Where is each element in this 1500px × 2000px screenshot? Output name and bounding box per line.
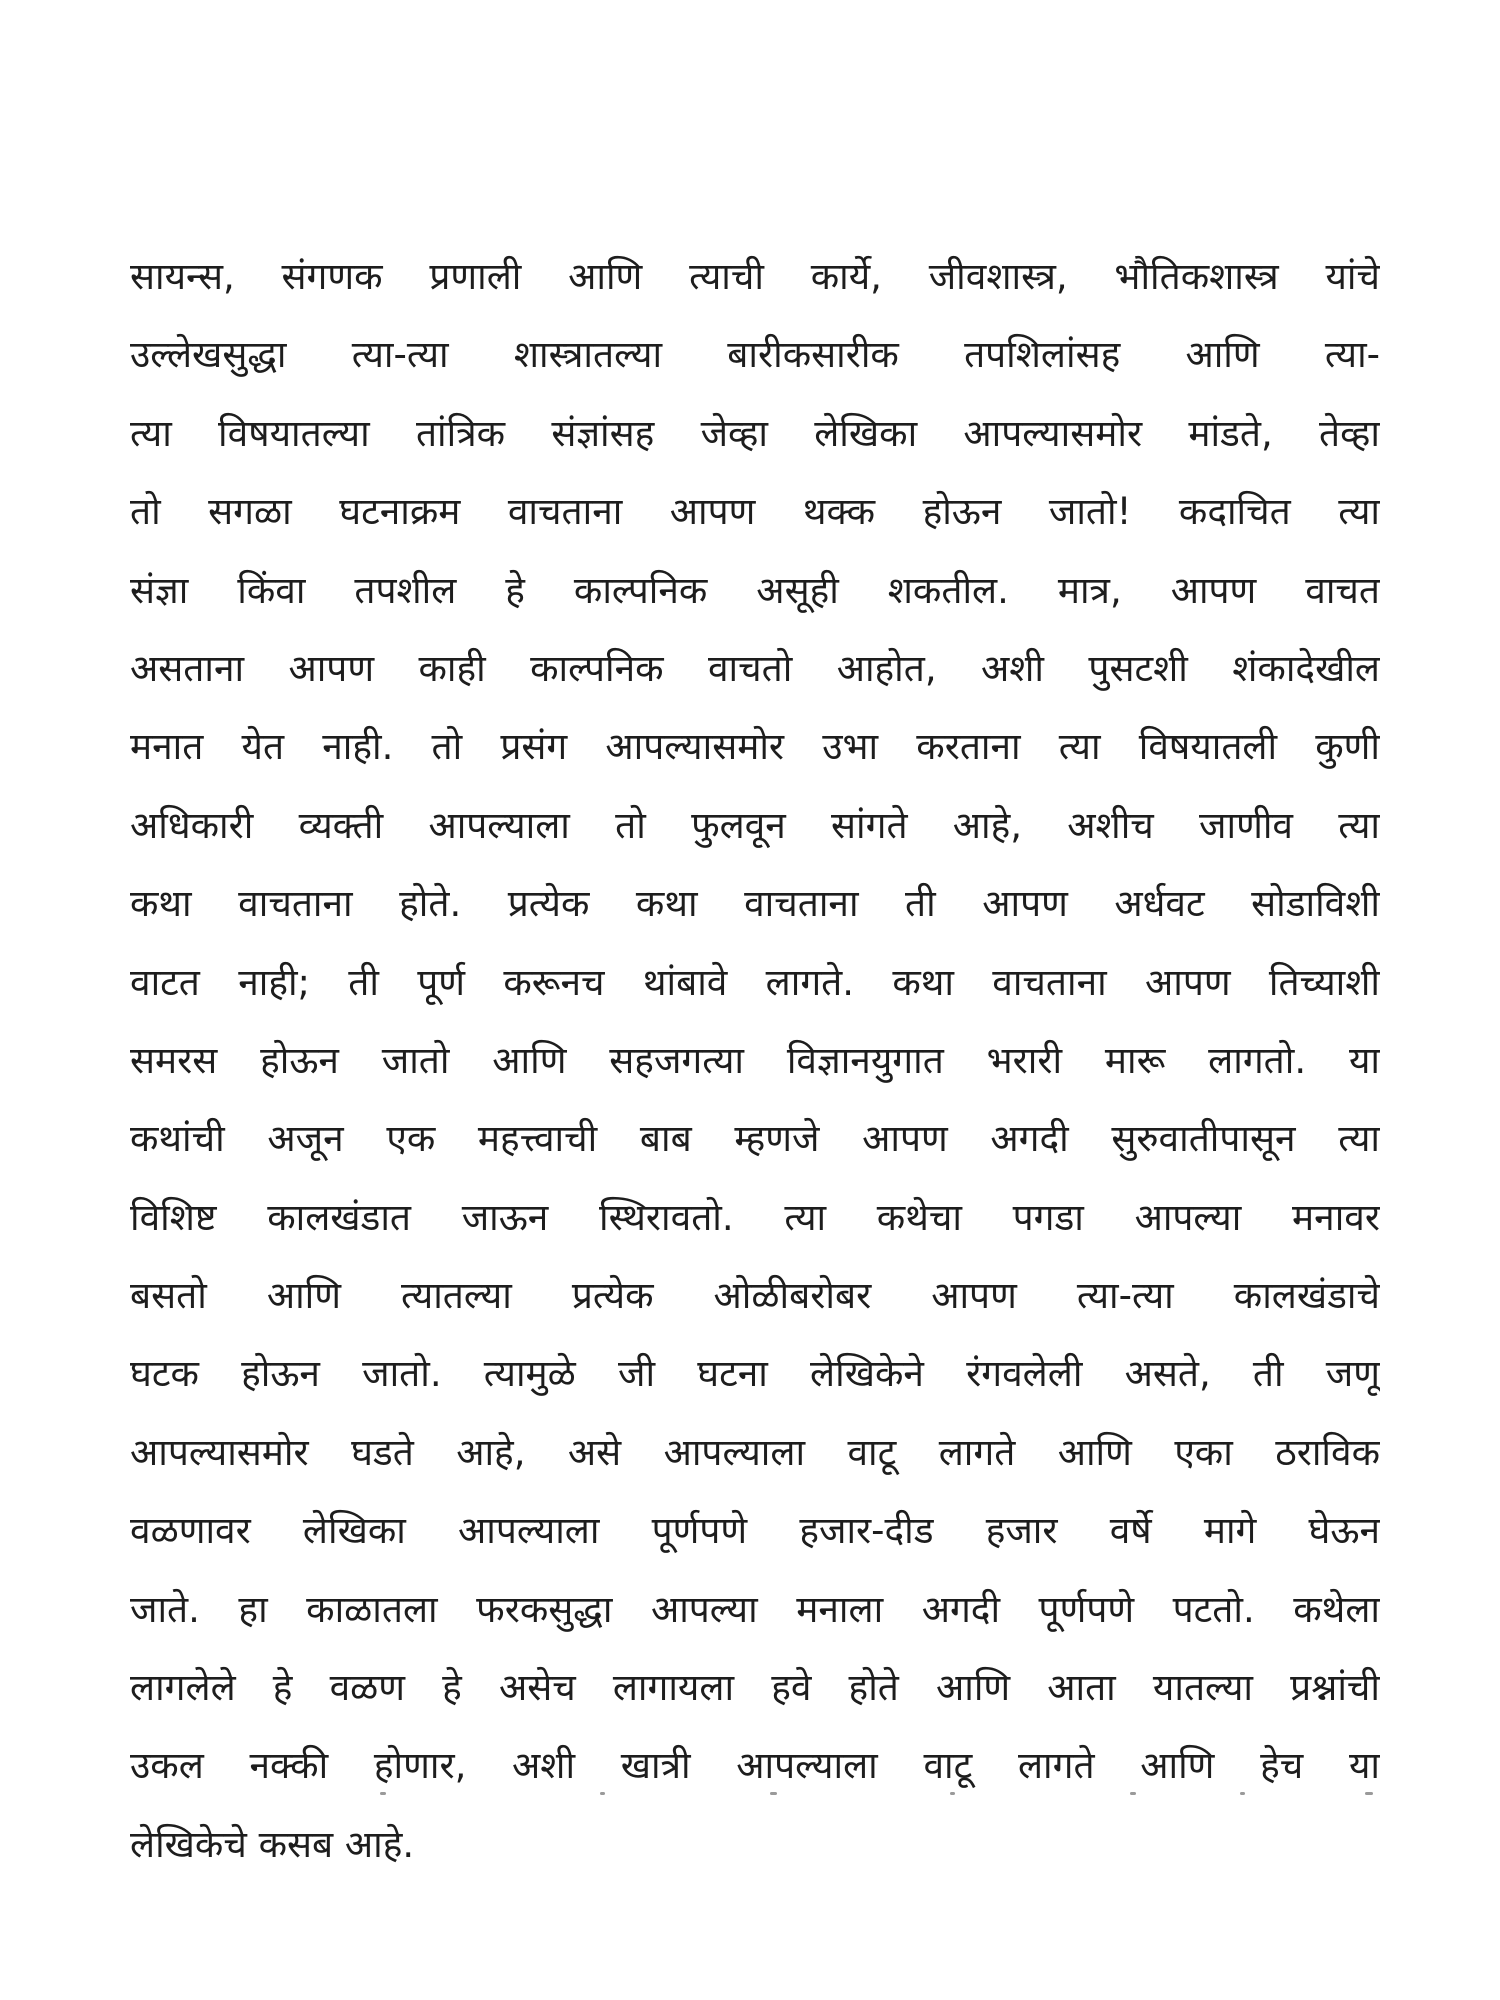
text-line-9: कथा वाचताना होते. प्रत्येक कथा वाचताना ती आपण अर्धवट सोडाविशी: [130, 882, 1380, 926]
text-line-21: लेखिकेचे कसब आहे.: [130, 1822, 415, 1866]
text-line-4: तो सगळा घटनाक्रम वाचताना आपण थक्क होऊन जातो! कदाचित त्या: [130, 490, 1380, 534]
scan-mark: [380, 1792, 386, 1795]
scan-mark: [950, 1792, 955, 1795]
text-line-19: लागलेले हे वळण हे असेच लागायला हवे होते आणि आता यातल्या प्रश्नांची: [130, 1666, 1380, 1710]
text-line-7: मनात येत नाही. तो प्रसंग आपल्यासमोर उभा करताना त्या विषयातली कुणी: [130, 725, 1380, 769]
text-line-13: विशिष्ट कालखंडात जाऊन स्थिरावतो. त्या कथेचा पगडा आपल्या मनावर: [130, 1195, 1380, 1239]
scan-artifact-marks: [130, 1792, 1380, 1798]
text-line-18: जाते. हा काळातला फरकसुद्धा आपल्या मनाला अगदी पूर्णपणे पटतो. कथेला: [130, 1587, 1380, 1631]
text-line-20: उकल नक्की होणार, अशी खात्री आपल्याला वाटू लागते आणि हेच या: [130, 1744, 1380, 1788]
scan-mark: [1130, 1792, 1136, 1795]
text-line-6: असताना आपण काही काल्पनिक वाचतो आहोत, अशी पुसटशी शंकादेखील: [130, 646, 1380, 690]
body-paragraph: [130, 238, 1380, 1884]
text-line-12: कथांची अजून एक महत्त्वाची बाब म्हणजे आपण अगदी सुरुवातीपासून त्या: [130, 1117, 1380, 1161]
scan-mark: [770, 1792, 777, 1795]
text-line-8: अधिकारी व्यक्ती आपल्याला तो फुलवून सांगते आहे, अशीच जाणीव त्या: [130, 803, 1380, 847]
text-line-1: सायन्स, संगणक प्रणाली आणि त्याची कार्ये, जीवशास्त्र, भौतिकशास्त्र यांचे: [130, 255, 1380, 298]
text-line-2: उल्लेखसुद्धा त्या-त्या शास्त्रातल्या बारीकसारीक तपशिलांसह आणि त्या-: [130, 333, 1380, 377]
text-line-17: वळणावर लेखिका आपल्याला पूर्णपणे हजार-दीड हजार वर्षे मागे घेऊन: [130, 1509, 1380, 1553]
text-line-5: संज्ञा किंवा तपशील हे काल्पनिक असूही शकतील. मात्र, आपण वाचत: [130, 568, 1380, 612]
scan-mark: [1365, 1792, 1373, 1795]
text-line-15: घटक होऊन जातो. त्यामुळे जी घटना लेखिकेने रंगवलेली असते, ती जणू: [130, 1352, 1380, 1396]
text-line-11: समरस होऊन जातो आणि सहजगत्या विज्ञानयुगात भरारी मारू लागतो. या: [130, 1038, 1380, 1082]
scan-mark: [600, 1792, 605, 1795]
text-line-3: त्या विषयातल्या तांत्रिक संज्ञांसह जेव्हा लेखिका आपल्यासमोर मांडते, तेव्हा: [130, 411, 1380, 455]
text-line-10: वाटत नाही; ती पूर्ण करूनच थांबावे लागते. कथा वाचताना आपण तिच्याशी: [130, 960, 1380, 1004]
scan-mark: [1240, 1792, 1245, 1795]
text-line-14: बसतो आणि त्यातल्या प्रत्येक ओळीबरोबर आपण त्या-त्या कालखंडाचे: [130, 1274, 1380, 1318]
text-line-16: आपल्यासमोर घडते आहे, असे आपल्याला वाटू लागते आणि एका ठराविक: [130, 1430, 1380, 1474]
